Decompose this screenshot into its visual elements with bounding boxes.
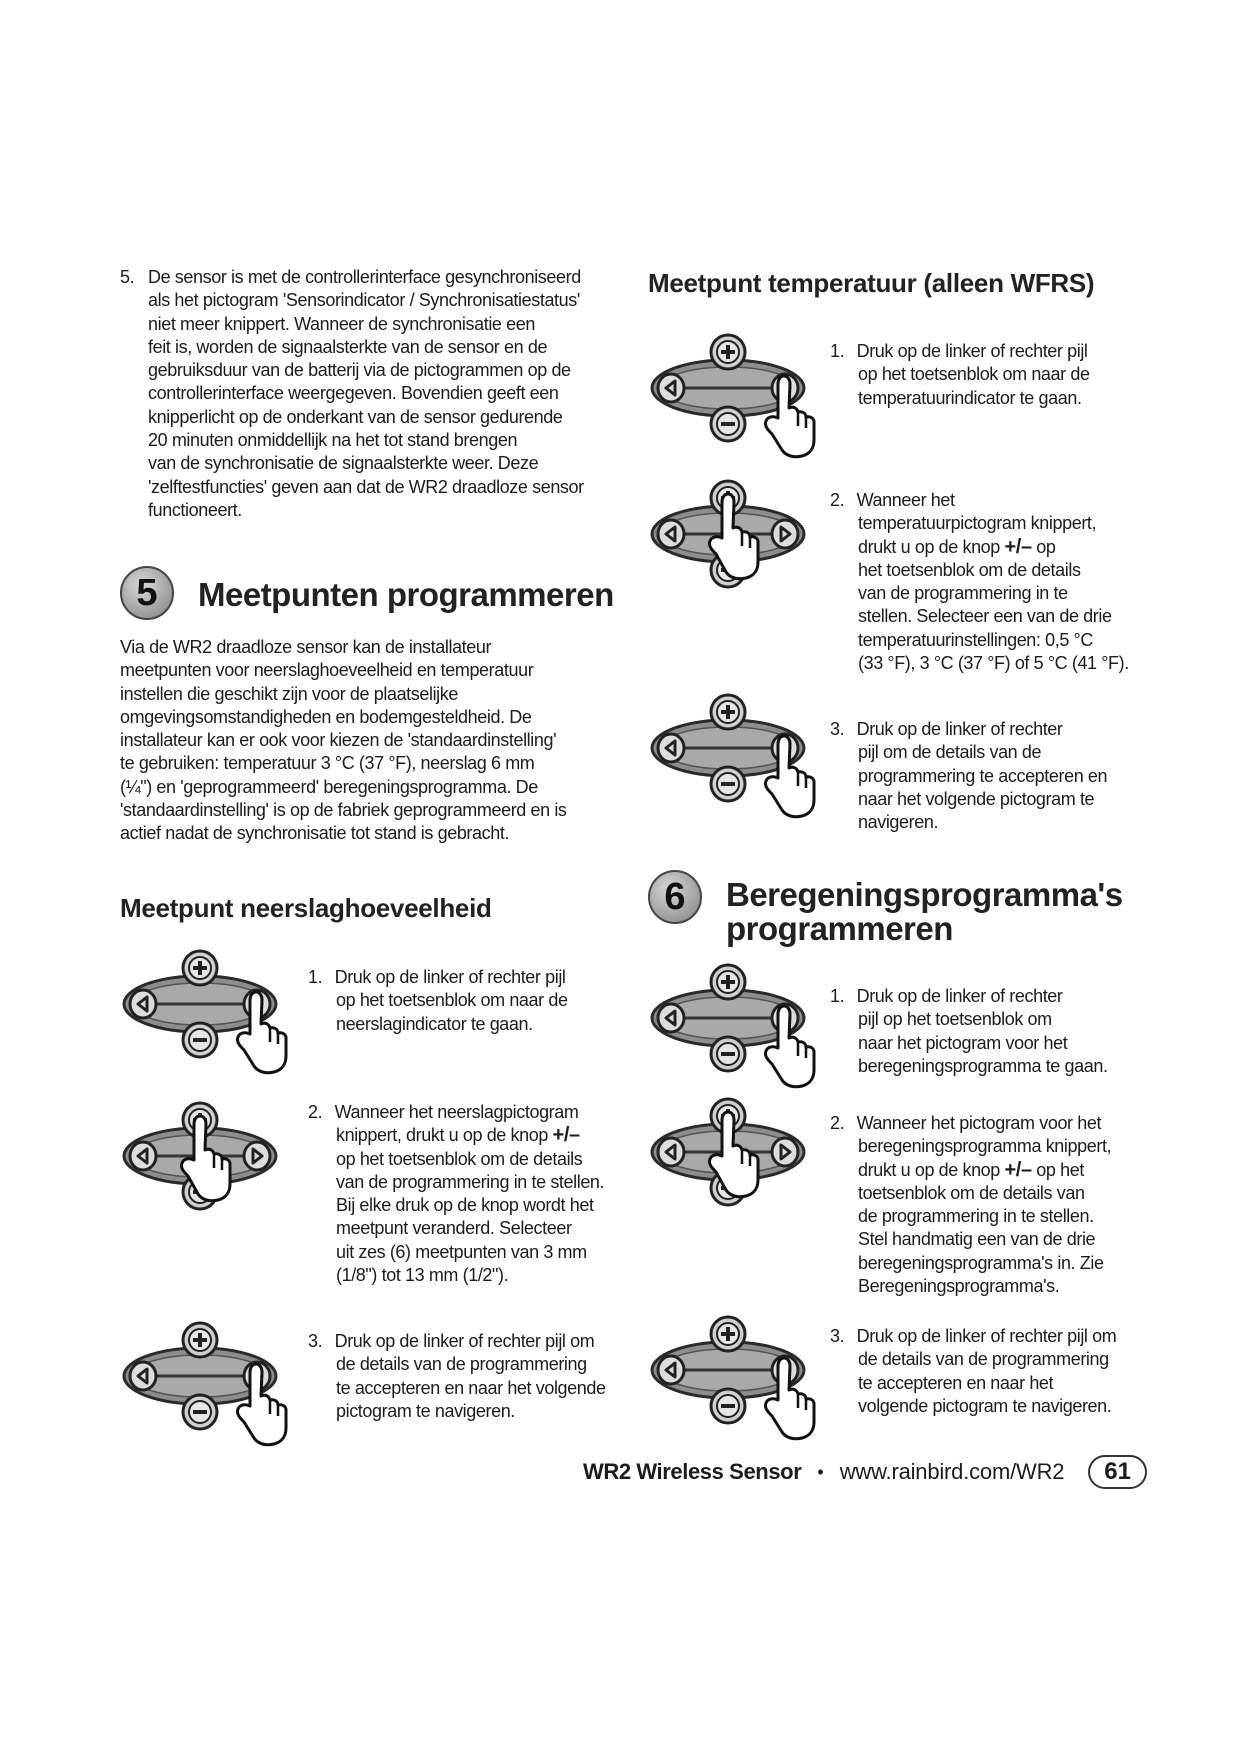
intro-line: (¼") en 'geprogrammeerd' beregeningsprogramma. De — [120, 776, 538, 797]
temp-step-3: 3. Druk op de linker of rechter pijl om de details van de programmering te accepteren en naar het volgende pictogram te navigeren. — [830, 719, 1108, 833]
page-footer — [583, 1455, 1147, 1489]
section-intro-paragraph — [120, 636, 620, 846]
intro-line: actief nadat de synchronisatie tot stand is gebracht. — [120, 823, 510, 844]
keypad-right-arrow-press-icon — [648, 690, 818, 820]
keypad-right-arrow-press-icon — [120, 1318, 290, 1448]
sync-line: gebruiksduur van de batterij via de pictogrammen op de — [148, 360, 571, 381]
subsection-title: Meetpunt temperatuur (alleen WFRS) — [648, 268, 1095, 298]
intro-line: omgevingsomstandigheden en bodemgesteldheid. De — [120, 706, 532, 727]
rain-step-1: 1. Druk op de linker of rechter pijl op het toetsenblok om naar de neerslagindicator te gaan. — [308, 967, 568, 1034]
sync-line: niet meer knippert. Wanneer de synchronisatie een — [148, 313, 535, 334]
section-title — [726, 878, 1123, 946]
keypad-plus-minus-press-icon — [648, 476, 818, 606]
plus-minus-symbol: +/– — [552, 1124, 580, 1147]
sync-status-item — [120, 266, 620, 522]
item-number: 5. — [120, 267, 135, 287]
intro-line: 'standaardinstelling' is op de fabriek geprogrammeerd en is — [120, 800, 567, 821]
subsection-title: Meetpunt neerslaghoeveelheid — [120, 893, 492, 923]
page-number: 61 — [1088, 1455, 1147, 1489]
footer-separator: • — [817, 1461, 824, 1482]
program-step-3: 3. Druk op de linker of rechter pijl om de details van de programmering te accepteren en naar het volgende pictogram te navigeren. — [830, 1326, 1117, 1416]
rain-step-2: 2. Wanneer het neerslagpictogram knippert, drukt u op de knop +/– op het toetsenblok om de details van de programmering in te stellen. Bij elke druk op de knop wordt het meetpunt veranderd. Selecteer uit zes (6) meetpunten van 3 mm (1/8") tot 13 mm (1/2"). — [308, 1102, 605, 1286]
intro-line: instellen die geschikt zijn voor de plaatselijke — [120, 683, 458, 704]
intro-line: meetpunten voor neerslaghoeveelheid en temperatuur — [120, 660, 534, 681]
keypad-right-arrow-press-icon — [648, 330, 818, 460]
program-step-2: 2. Wanneer het pictogram voor het beregeningsprogramma knippert, drukt u op de knop +/– op het toetsenblok om de details van de programmering in te stellen. Stel handmatig een van de drie beregeningsprogramma's in. Zie Beregeningsprogramma's. — [830, 1113, 1112, 1297]
keypad-right-arrow-press-icon — [648, 1312, 818, 1442]
footer-brand: WR2 Wireless Sensor — [582, 1459, 802, 1484]
sync-line: De sensor is met de controllerinterface gesynchroniseerd — [148, 267, 581, 287]
intro-line: installateur kan er ook voor kiezen de 'standaardinstelling' — [120, 730, 557, 751]
section-number-badge: 5 — [120, 566, 174, 620]
sync-line: 'zelftestfuncties' geven aan dat de WR2 draadloze sensor — [148, 476, 584, 497]
section-title-line: programmeren — [726, 910, 953, 947]
temp-step-2: 2. Wanneer het temperatuurpictogram knippert, drukt u op de knop +/– op het toetsenblok om de details van de programmering in te stellen. Selecteer een van de drie temperatuurinstellingen: 0,5 °C (33 °F), 3 °C (37 °F) of 5 °C (41 °F). — [830, 490, 1129, 674]
footer-url[interactable]: www.rainbird.com/WR2 — [839, 1459, 1065, 1484]
sync-line: van de synchronisatie de signaalsterkte weer. Deze — [148, 453, 539, 474]
rain-step-3: 3. Druk op de linker of rechter pijl om de details van de programmering te accepteren en naar het volgende pictogram te navigeren. — [308, 1331, 606, 1421]
sync-line: als het pictogram 'Sensorindicator / Synchronisatiestatus' — [148, 290, 580, 311]
keypad-right-arrow-press-icon — [648, 960, 818, 1090]
plus-minus-symbol: +/– — [1004, 535, 1032, 558]
keypad-right-arrow-press-icon — [120, 946, 290, 1076]
keypad-plus-minus-press-icon — [648, 1094, 818, 1224]
intro-line: Via de WR2 draadloze sensor kan de installateur — [120, 637, 492, 657]
program-step-1: 1. Druk op de linker of rechter pijl op het toetsenblok om naar het pictogram voor het beregeningsprogramma te gaan. — [830, 986, 1108, 1076]
temp-step-1: 1. Druk op de linker of rechter pijl op het toetsenblok om naar de temperatuurindicator te gaan. — [830, 341, 1090, 408]
keypad-plus-minus-press-icon — [120, 1098, 290, 1228]
sync-line: controllerinterface weergegeven. Bovendien geeft een — [148, 383, 559, 404]
sync-line: knipperlicht op de onderkant van de sensor gedurende — [148, 406, 563, 427]
intro-line: te gebruiken: temperatuur 3 °C (37 °F), neerslag 6 mm — [120, 753, 535, 774]
sync-line: functioneert. — [148, 499, 242, 520]
section-number-badge: 6 — [648, 870, 702, 924]
sync-line: feit is, worden de signaalsterkte van de sensor en de — [148, 336, 548, 357]
section-title: Meetpunten programmeren — [198, 576, 614, 613]
sync-line: 20 minuten onmiddellijk na het tot stand brengen — [148, 430, 518, 451]
plus-minus-symbol: +/– — [1004, 1158, 1032, 1181]
section-title-line: Beregeningsprogramma's — [726, 876, 1123, 913]
